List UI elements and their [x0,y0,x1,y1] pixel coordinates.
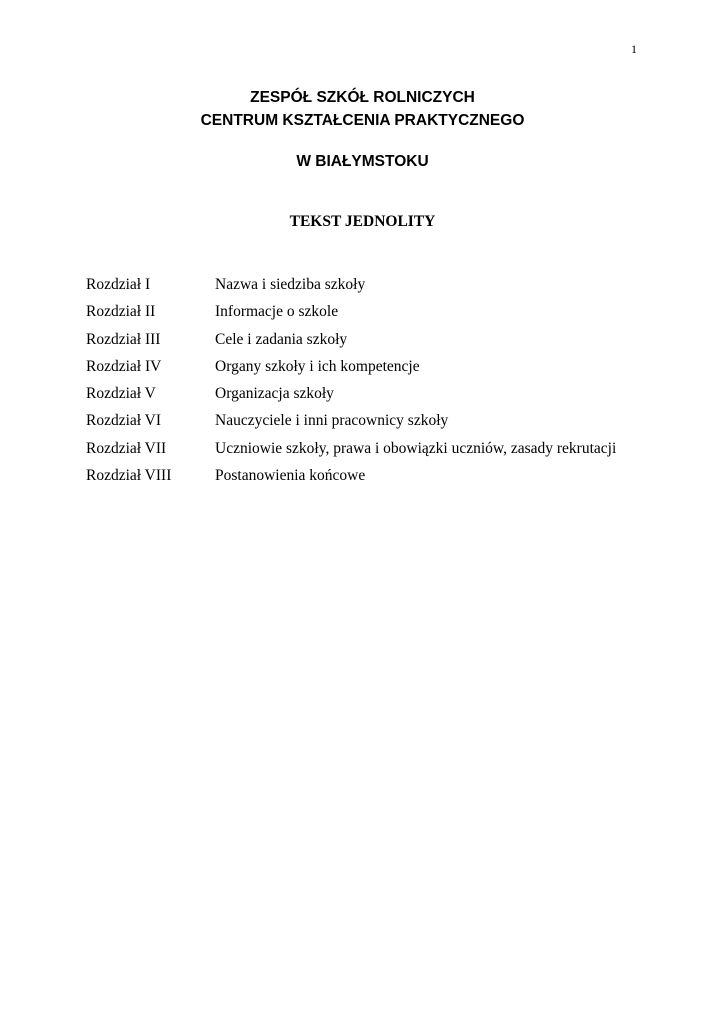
toc-chapter-number: Rozdział VII [86,439,167,457]
toc-chapter-number: Rozdział V [86,385,156,403]
toc-row [86,301,616,328]
toc-row [86,410,616,437]
page-number: 1 [631,42,637,56]
document-subtitle: TEKST JEDNOLITY [289,213,436,230]
toc-chapter-number: Rozdział IV [86,357,162,375]
toc-chapter-number: Rozdział II [86,303,156,321]
toc-row [86,356,616,383]
toc-row [86,329,616,356]
toc-chapter-title: Nauczyciele i inni pracownicy szkoły [215,412,449,430]
toc-row [86,383,616,410]
toc-chapter-title: Postanowienia końcowe [215,467,366,485]
toc-chapter-title: Organizacja szkoły [215,385,334,403]
toc-chapter-title: Nazwa i siedziba szkoły [215,276,366,293]
toc-chapter-title: Uczniowie szkoły, prawa i obowiązki uczniów, zasady rekrutacji [215,439,617,457]
school-name-heading: ZESPÓŁ SZKÓŁ ROLNICZYCH [250,89,475,106]
toc-chapter-number: Rozdział VI [86,412,162,430]
toc-row [86,438,616,465]
toc-chapter-title: Cele i zadania szkoły [215,330,348,348]
city-heading: W BIAŁYMSTOKU [296,153,429,170]
toc-chapter-number: Rozdział I [86,276,151,293]
toc-chapter-number: Rozdział III [86,330,161,348]
toc-row [86,465,616,492]
centre-name-heading: CENTRUM KSZTAŁCENIA PRAKTYCZNEGO [200,112,525,129]
toc-row [86,274,616,301]
table-of-contents [86,274,616,492]
toc-chapter-title: Informacje o szkole [215,303,339,321]
toc-chapter-title: Organy szkoły i ich kompetencje [215,357,420,375]
toc-chapter-number: Rozdział VIII [86,467,172,485]
